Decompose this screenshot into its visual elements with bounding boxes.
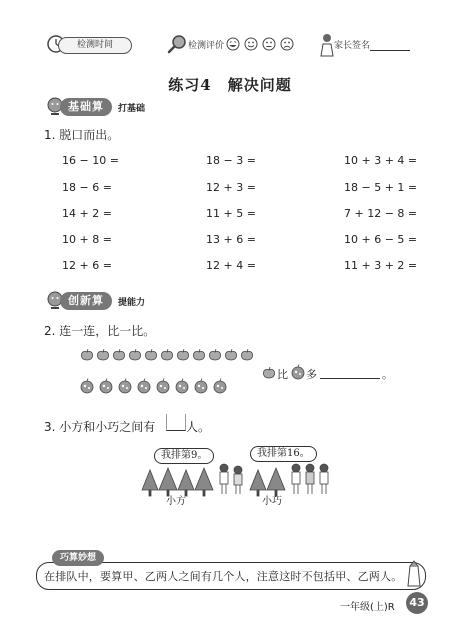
speech-bubble-right: 我排第16。	[250, 446, 317, 462]
peach-icon[interactable]	[128, 348, 142, 361]
q1-equation: 18 − 6 =	[62, 181, 112, 194]
name-label-right: 小巧	[262, 496, 282, 507]
page-number: 43	[406, 592, 428, 614]
q2-end-mark: 。	[382, 368, 393, 381]
q2-answer-line[interactable]	[320, 378, 380, 379]
q1-equation: 12 + 6 =	[62, 259, 112, 272]
q1-equation: 18 − 5 + 1 =	[344, 181, 418, 194]
q3-prompt-before: 3. 小方和小巧之间有	[44, 420, 156, 434]
compare-duo: 多	[306, 368, 317, 381]
q1-equation: 12 + 3 =	[206, 181, 256, 194]
section-label-basic: 基础算	[60, 98, 112, 116]
q1-equation: 11 + 5 =	[206, 207, 256, 220]
peach-icon[interactable]	[96, 348, 110, 361]
neutral-face-icon	[262, 37, 276, 51]
section-sub-creative: 提能力	[118, 298, 146, 308]
peach-icon[interactable]	[208, 348, 222, 361]
peach-icon[interactable]	[160, 348, 174, 361]
section-sub-basic: 打基础	[118, 104, 146, 114]
q1-equation: 12 + 4 =	[206, 259, 256, 272]
q1-equation: 10 + 8 =	[62, 233, 112, 246]
page-title: 练习4 解决问题	[168, 76, 292, 94]
laughing-face-icon	[226, 37, 240, 51]
section-banner-creative	[44, 290, 184, 312]
compare-bi: 比	[277, 368, 288, 381]
section-banner-basic	[44, 96, 184, 118]
q3-answer-box[interactable]	[166, 414, 186, 431]
apple-icon[interactable]	[99, 378, 113, 394]
apple-icon[interactable]	[213, 378, 227, 394]
sad-face-icon	[280, 37, 294, 51]
peach-icon[interactable]	[240, 348, 254, 361]
q3-prompt-after: 人。	[186, 420, 211, 434]
magnifier-icon	[166, 33, 188, 55]
page-header	[0, 24, 460, 64]
apple-icon	[291, 364, 305, 380]
speech-bubble-left: 我排第9。	[154, 448, 214, 464]
smiling-face-icon	[244, 37, 258, 51]
q1-equation: 14 + 2 =	[62, 207, 112, 220]
q1-equation: 11 + 3 + 2 =	[344, 259, 418, 272]
q1-equation: 7 + 12 − 8 =	[344, 207, 418, 220]
apple-icon[interactable]	[80, 378, 94, 394]
peach-icon[interactable]	[176, 348, 190, 361]
q1-equation: 16 − 10 =	[62, 154, 119, 167]
peach-icon[interactable]	[80, 348, 94, 361]
apple-icon[interactable]	[175, 378, 189, 394]
tips-label: 巧算妙想	[52, 550, 104, 566]
peach-icon[interactable]	[224, 348, 238, 361]
peach-icon[interactable]	[192, 348, 206, 361]
footer-grade: 一年级(上)R	[340, 602, 395, 613]
q2-prompt: 2. 连一连，比一比。	[44, 324, 156, 338]
apple-icon[interactable]	[156, 378, 170, 394]
q1-equation: 13 + 6 =	[206, 233, 256, 246]
time-label: 检测时间	[58, 37, 132, 54]
q1-equation: 18 − 3 =	[206, 154, 256, 167]
name-label-left: 小方	[166, 496, 186, 507]
sign-line[interactable]	[370, 50, 410, 51]
eval-label: 检测评价	[188, 41, 225, 51]
peach-icon	[262, 366, 276, 379]
peach-icon[interactable]	[144, 348, 158, 361]
apple-icon[interactable]	[194, 378, 208, 394]
apple-icon[interactable]	[118, 378, 132, 394]
q1-equation: 10 + 3 + 4 =	[344, 154, 418, 167]
q1-equation: 10 + 6 − 5 =	[344, 233, 418, 246]
apple-icon[interactable]	[137, 378, 151, 394]
q1-prompt: 1. 脱口而出。	[44, 128, 120, 142]
pencil-icon	[404, 560, 424, 588]
peach-icon[interactable]	[112, 348, 126, 361]
tips-text: 在排队中，要算甲、乙两人之间有几个人，注意这时不包括甲、乙两人。	[44, 570, 403, 583]
section-label-creative: 创新算	[60, 292, 112, 310]
sign-label: 家长签名	[334, 41, 371, 51]
